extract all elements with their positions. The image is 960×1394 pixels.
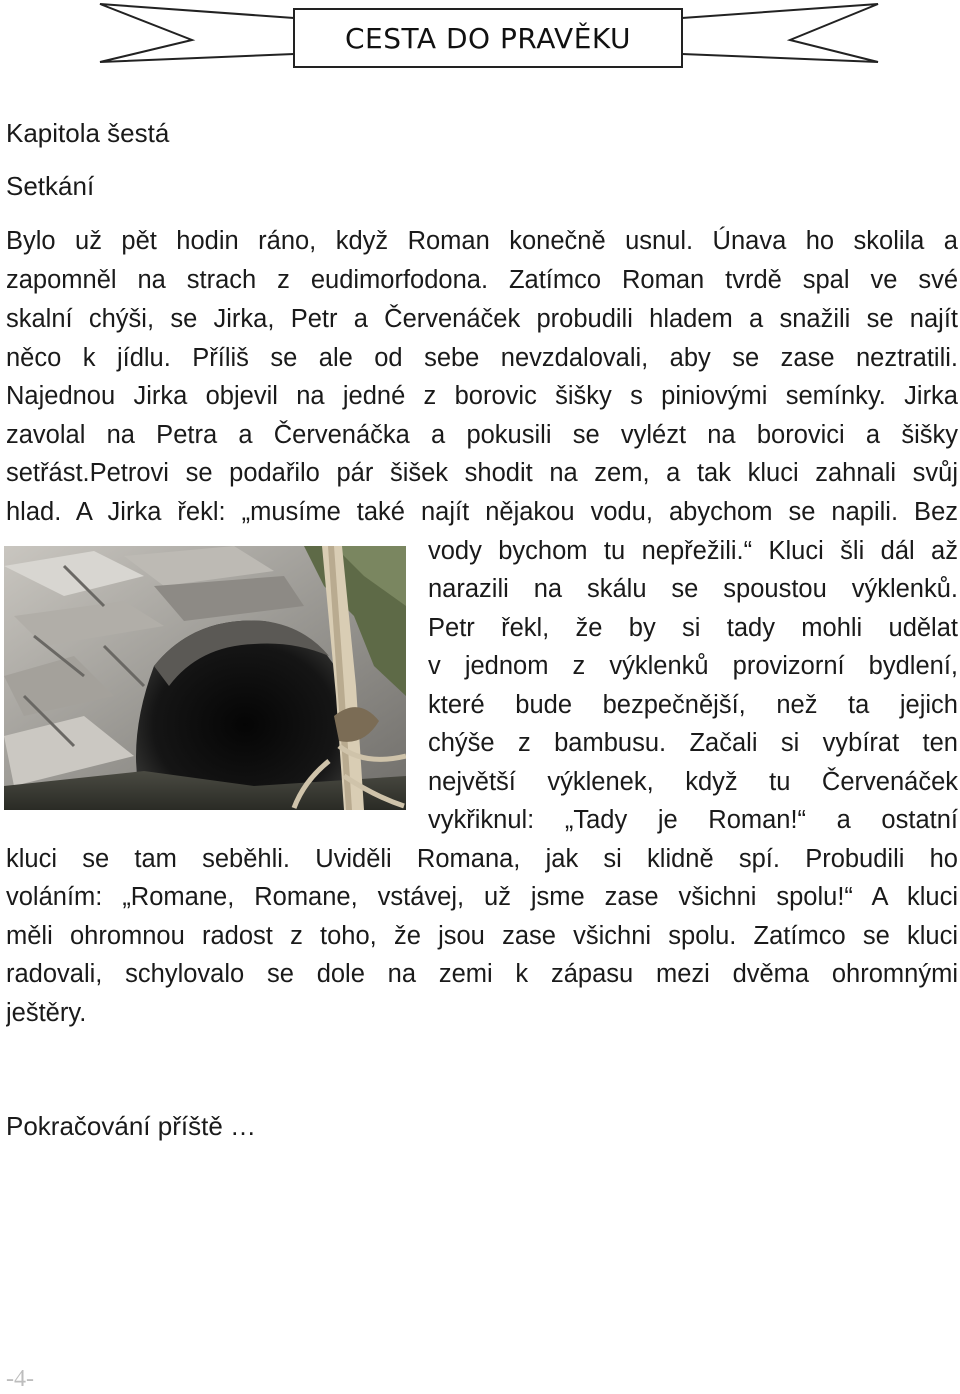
body-line: setřást.Petrovi se podařilo pár šišek shodit na zem, a tak kluci zahnali svůj [6, 459, 958, 487]
page-number: -4- [6, 1366, 34, 1392]
title-banner [96, 2, 882, 70]
body-line: největší výklenek, když tu Červenáček [428, 768, 958, 796]
body-line: vykřiknul: „Tady je Roman!“ a ostatní [428, 806, 958, 834]
body-line: Petr řekl, že by si tady mohli udělat [428, 614, 958, 642]
chapter-title: Setkání [6, 171, 95, 201]
body-line: zapomněl na strach z eudimorfodona. Zatímco Roman tvrdě spal ve své [6, 266, 958, 294]
body-line: zavolal na Petra a Červenáčka a pokusili se vylézt na borovici a šišky [6, 421, 958, 449]
body-line: skalní chýši, se Jirka, Petr a Červenáček probudili hladem a snažili se najít [6, 305, 958, 333]
body-line: které bude bezpečnější, než ta jejich [428, 691, 958, 719]
body-line: vody bychom tu nepřežili.“ Kluci šli dál až [428, 537, 958, 565]
body-line: narazili na skálu se spoustou výklenků. [428, 575, 958, 603]
chapter-label: Kapitola šestá [6, 118, 170, 148]
continued-note: Pokračování příště … [6, 1111, 256, 1141]
body-line: Bylo už pět hodin ráno, když Roman konečně usnul. Únava ho skolila a [6, 227, 958, 255]
body-line: radovali, schylovalo se dole na zemi k zápasu mezi dvěma ohromnými [6, 960, 958, 988]
page-title: CESTA DO PRAVĚKU [344, 21, 632, 55]
body-line: voláním: „Romane, Romane, vstávej, už jsme zase všichni spolu!“ A kluci [6, 883, 958, 911]
body-line: hlad. A Jirka řekl: „musíme také najít nějakou vodu, abychom se napili. Bez [6, 498, 958, 526]
body-line: kluci se tam seběhli. Uviděli Romana, jak si klidně spí. Probudili ho [6, 845, 958, 873]
body-line: měli ohromnou radost z toho, že jsou zase všichni spolu. Zatímco se kluci [6, 922, 958, 950]
body-line: něco k jídlu. Příliš se ale od sebe nevzdalovali, aby se zase neztratili. [6, 344, 958, 372]
body-line: chýše z bambusu. Začali si vybírat ten [428, 729, 958, 757]
body-line: Najednou Jirka objevil na jedné z borovic šišky s piniovými semínky. Jirka [6, 382, 958, 410]
body-line: v jednom z výklenků provizorní bydlení, [428, 652, 958, 680]
body-line: ještěry. [6, 999, 87, 1027]
cave-photo [4, 546, 406, 810]
